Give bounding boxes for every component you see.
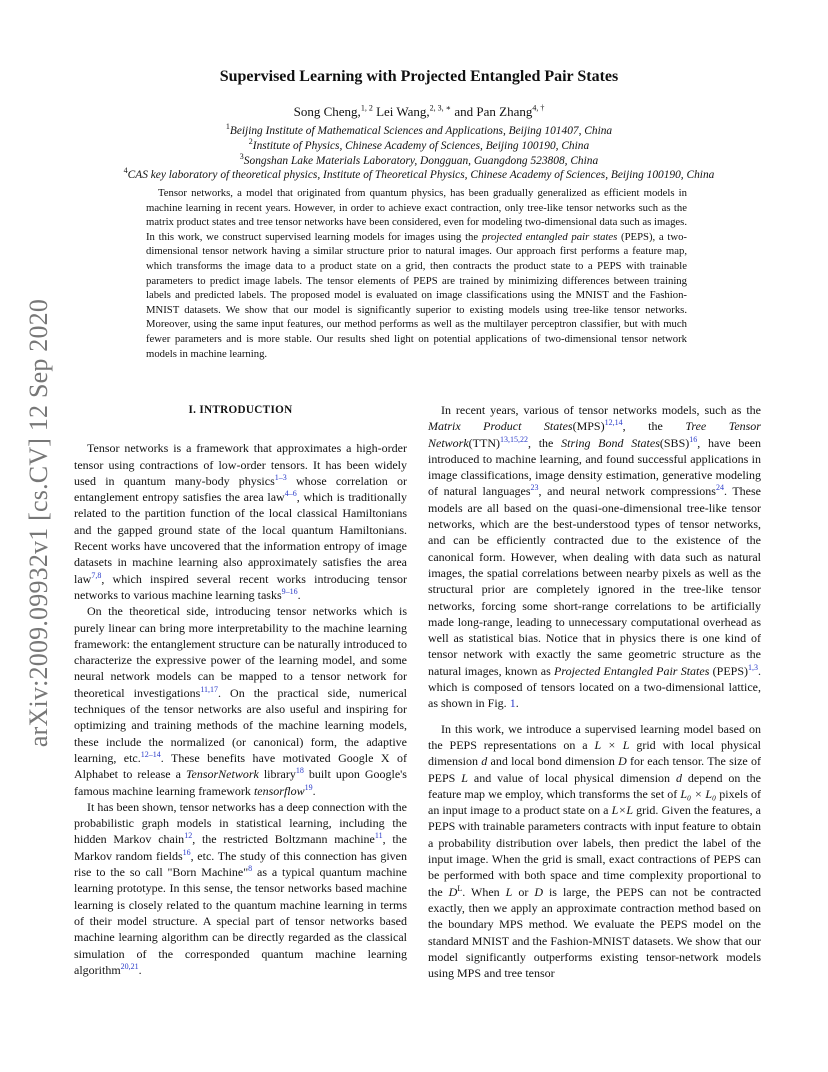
- citation-link[interactable]: 23: [530, 483, 539, 493]
- affiliation-line: [74, 151, 764, 169]
- emphasis-text: TensorNetwork: [185, 767, 259, 782]
- paragraph-text: grid. Given the features, a PEPS with trainable parameters contracts with input feature to obtain a probability distribution over labels, then predict the label of the input image. When the grid is small, exact contractions of PEPS can be performed with both space and time complexity proportional to the: [428, 803, 761, 899]
- citation-link[interactable]: 13,15,22: [500, 434, 528, 444]
- paragraph-text: , the restricted Boltzmann machine: [192, 832, 375, 847]
- paragraph-text: , which is traditionally related to the partition function of the local classical Hamiltonians and the gapped ground state of the local quantum Hamiltonians. Recent works have uncovered that the information entropy of image datasets in machine learning also approximately satisfies the area law: [74, 490, 408, 586]
- figure-reference-link[interactable]: 1: [509, 696, 516, 711]
- section-heading: I. INTRODUCTION: [188, 404, 293, 416]
- affiliation-number: 4: [123, 166, 128, 176]
- citation-link[interactable]: 12: [184, 831, 193, 841]
- arxiv-identifier-stamp: [12, 288, 66, 758]
- paragraph: [428, 402, 761, 712]
- citation-link[interactable]: 11,17: [200, 684, 219, 694]
- emphasis-text: Matrix Product States: [428, 419, 573, 434]
- paragraph-text: grid with local physical dimension: [428, 737, 761, 769]
- math-symbol: L₀ × L₀: [680, 786, 717, 801]
- citation-link[interactable]: 20,21: [120, 961, 139, 971]
- citation-link[interactable]: 16: [689, 434, 698, 444]
- affiliation-text: CAS key laboratory of theoretical physics, Institute of Theoretical Physics, Chinese Academy of Sciences, Beijing 100190, China: [127, 169, 715, 182]
- affiliation-line: [74, 168, 764, 183]
- math-symbol: D: [618, 754, 627, 769]
- paragraph-text: . which is composed of tensors located on a two-dimensional lattice, as shown in Fig.: [428, 663, 762, 711]
- paragraph-text: , the: [622, 419, 686, 434]
- math-symbol: D: [448, 884, 458, 899]
- author-name: Song Cheng,: [293, 104, 361, 119]
- paragraph-text: . These models are all based on the quasi-one-dimensional tree-like tensor networks, which are the best-understood types of tensor networks, and can be efficiently contracted due to the existence of the canonical form. However, when dealing with data such as natural images, the spatial correlations between nearby pixels as well as the structural prior are completely ignored in the tree-like tensor networks, forcing some short-range correlations to be artificially made long-range, leading to unnecessary computational overhead as well as statistical bias. Notice that in physics there is one kind of tensor network with exactly the same geometric structure as the natural images, known as: [428, 484, 762, 678]
- paragraph-text: , etc. The study of this connection has given rise to the so call "Born Machine": [74, 848, 407, 880]
- math-symbol: D: [534, 884, 543, 899]
- arxiv-identifier: arXiv:2009.09932v1 [cs.CV] 12 Sep 2020: [24, 298, 53, 748]
- paragraph-text: depend on the feature map we employ, which transforms the set of: [428, 770, 761, 801]
- affiliation-text: Institute of Physics, Chinese Academy of Sciences, Beijing 100190, China: [252, 139, 590, 152]
- paragraph-text: In recent years, various of tensor networks models, such as the: [441, 403, 761, 417]
- citation-link[interactable]: 7,8: [91, 570, 102, 580]
- emphasis-text: Tree Tensor Network: [428, 419, 761, 450]
- affiliation-text: Songshan Lake Materials Laboratory, Dongguan, Guangdong 523808, China: [243, 154, 599, 167]
- right-column: [428, 402, 761, 981]
- citation-link[interactable]: 4–6: [284, 489, 297, 499]
- paragraph: [74, 603, 407, 799]
- emphasis-text: String Bond States: [561, 435, 660, 450]
- citation-link[interactable]: 24: [715, 483, 724, 493]
- emphasis-text: Projected Entangled Pair States: [554, 663, 710, 678]
- math-superscript: L: [457, 883, 463, 893]
- paragraph-text: built upon Google's famous machine learning framework: [74, 767, 407, 798]
- paragraph-text: as a typical quantum machine learning prototype. In this sense, the tensor networks based machine learning is closely related to the quantum machine learning in terms of their model structure. A special part of tensor networks based machine learning algorithm can be directly regarded as the classical simulation of the corresponded quantum machine learning algorithm: [74, 865, 407, 977]
- affiliation-text: Beijing Institute of Mathematical Sciences and Applications, Beijing 101407, China: [229, 125, 613, 137]
- paragraph-text: On the theoretical side, introducing tensor networks which is purely linear can bring more interpretability to the machine learning framework: the entanglement structure can be naturally introduced to characterize the expressive power of the learning model, and some neural network models can be mapped to a tensor network for theoretical investigations: [74, 604, 407, 700]
- paragraph-text: (TTN): [468, 435, 500, 450]
- paragraph: [74, 440, 407, 603]
- math-symbol: L: [461, 770, 468, 785]
- paragraph: [74, 799, 407, 978]
- citation-link[interactable]: 12,14: [604, 418, 623, 428]
- paragraph-text: , which inspired several recent works introducing tensor networks to various machine learning tasks: [74, 571, 407, 602]
- paragraph-text: is large, the PEPS can not be contracted exactly, then we apply an approximate contraction method based on the boundary MPS method. We evaluate the PEPS model on the standard MNIST and the Fashion-MNIST datasets. We show that our model significantly outperforms existing tensor-network models using MPS and tree tensor: [428, 884, 761, 981]
- paragraph-text: pixels of an input image to a product state on a: [428, 786, 761, 818]
- paragraph-text: , and neural network compressions: [538, 484, 716, 499]
- paragraph-text: , the Markov random fields: [74, 832, 408, 863]
- paragraph-text: (MPS): [572, 419, 605, 434]
- paragraph-text: .: [138, 962, 142, 977]
- citation-link[interactable]: 16: [182, 847, 191, 857]
- citation-link[interactable]: 1,3: [748, 662, 759, 672]
- citation-link[interactable]: 1–3: [274, 472, 287, 482]
- citation-link[interactable]: 19: [304, 782, 313, 792]
- paragraph-text: In this work, we introduce a supervised learning model based on the PEPS representations on a: [428, 721, 761, 752]
- affiliation-number: 2: [248, 137, 253, 146]
- affiliation-number: 1: [225, 122, 230, 132]
- affiliation-line: [74, 139, 764, 154]
- math-symbol: L × L: [594, 737, 630, 752]
- paragraph-text: Tensor networks is a framework that approximates a high-order tensor using contractions of low-order tensors. It has been widely used in quantum many-body physics: [74, 441, 407, 488]
- math-symbol: L: [505, 884, 513, 899]
- paragraph-text: .: [515, 696, 519, 711]
- paragraph-text: (SBS): [659, 435, 690, 450]
- paragraph-text: .: [297, 587, 301, 602]
- left-column: [74, 402, 407, 978]
- paragraph-text: . On the practical side, numerical techniques of the tensor networks are also useful and inspiring for optimizing and training methods of the machine learning models, these include the normalized (or canonical) form, the adaptive learning, etc.: [74, 685, 407, 765]
- paper-title: Supervised Learning with Projected Entangled Pair States: [219, 68, 619, 85]
- paragraph-text: .: [312, 783, 316, 798]
- citation-link[interactable]: 12–14: [140, 749, 161, 759]
- affiliation-line: [74, 124, 764, 139]
- author-affiliation-marker: 1, 2: [360, 103, 373, 113]
- paragraph-text: and value of local physical dimension: [467, 770, 676, 785]
- abstract-emphasis: projected entangled pair states: [481, 230, 618, 243]
- math-symbol: d: [675, 770, 682, 785]
- citation-link[interactable]: 8: [248, 864, 253, 874]
- abstract-text: Tensor networks, a model that originated from quantum physics, has been gradually generalized as efficient models in machine learning in recent years. However, in order to achieve exact contraction, only tree-like tensor networks such as the matrix product states and tree tensor networks have been considered, even for modeling two-dimensional data such as images. In this work, we construct supervised learning models for images using the: [146, 187, 687, 243]
- paragraph-text: library: [258, 767, 296, 782]
- affiliation-list: [74, 124, 764, 183]
- emphasis-text: tensorflow: [253, 783, 305, 798]
- abstract: [146, 186, 687, 361]
- affiliation-number: 3: [239, 151, 244, 161]
- paragraph-text: (PEPS): [709, 663, 749, 678]
- author-list: [74, 104, 764, 120]
- author-name: Pan Zhang: [476, 104, 533, 119]
- citation-link[interactable]: 18: [295, 766, 304, 776]
- abstract-text: (PEPS), a two-dimensional tensor network having a similar structure prior to natural images. Our approach first performs a feature map, which transforms the image data to a product state on a grid, then contracts the product state to a PEPS with trainable parameters to predict image labels. The tensor elements of PEPS are trained by minimizing differences between training labels and predicted labels. The proposed model is evaluated on image classifications using the MNIST and the Fashion-MNIST datasets. We show that our model is significantly superior to existing models using tree-like tensor networks. Moreover, using the same input features, our method performs as well as the multilayer perceptron classifier, but with much fewer parameters and is more stable. Our results shed light on potential applications of two-dimensional tensor network models in machine learning.: [146, 230, 687, 360]
- paragraph-text: whose correlation or entanglement entropy satisfies the area law: [74, 473, 408, 505]
- paragraph: [428, 721, 761, 982]
- citation-link[interactable]: 11: [374, 831, 383, 841]
- author-name: Lei Wang,: [376, 104, 430, 119]
- math-symbol: d: [481, 754, 488, 769]
- paragraph-text: It has been shown, tensor networks has a deep connection with the probabilistic graph models in statistical learning, including the hidden Markov chain: [74, 799, 407, 847]
- paragraph-text: or: [512, 884, 535, 899]
- paragraph-text: , have been introduced to machine learning, and found successful applications in image classifications, image density estimation, generative modeling of natural languages: [428, 435, 761, 499]
- paragraph-text: . These benefits have motivated Google X of Alphabet to release a: [74, 750, 407, 782]
- author-affiliation-marker: 2, 3, ∗: [429, 103, 452, 113]
- citation-link[interactable]: 9–16: [281, 586, 298, 596]
- paragraph-text: . When: [462, 884, 506, 899]
- math-symbol: L×L: [611, 803, 634, 818]
- author-conjunction: and: [454, 104, 474, 119]
- paragraph-text: , the: [528, 435, 562, 450]
- paragraph-text: for each tensor. The size of PEPS: [428, 754, 761, 785]
- author-affiliation-marker: 4, †: [532, 103, 545, 113]
- paragraph-text: and local bond dimension: [487, 754, 619, 769]
